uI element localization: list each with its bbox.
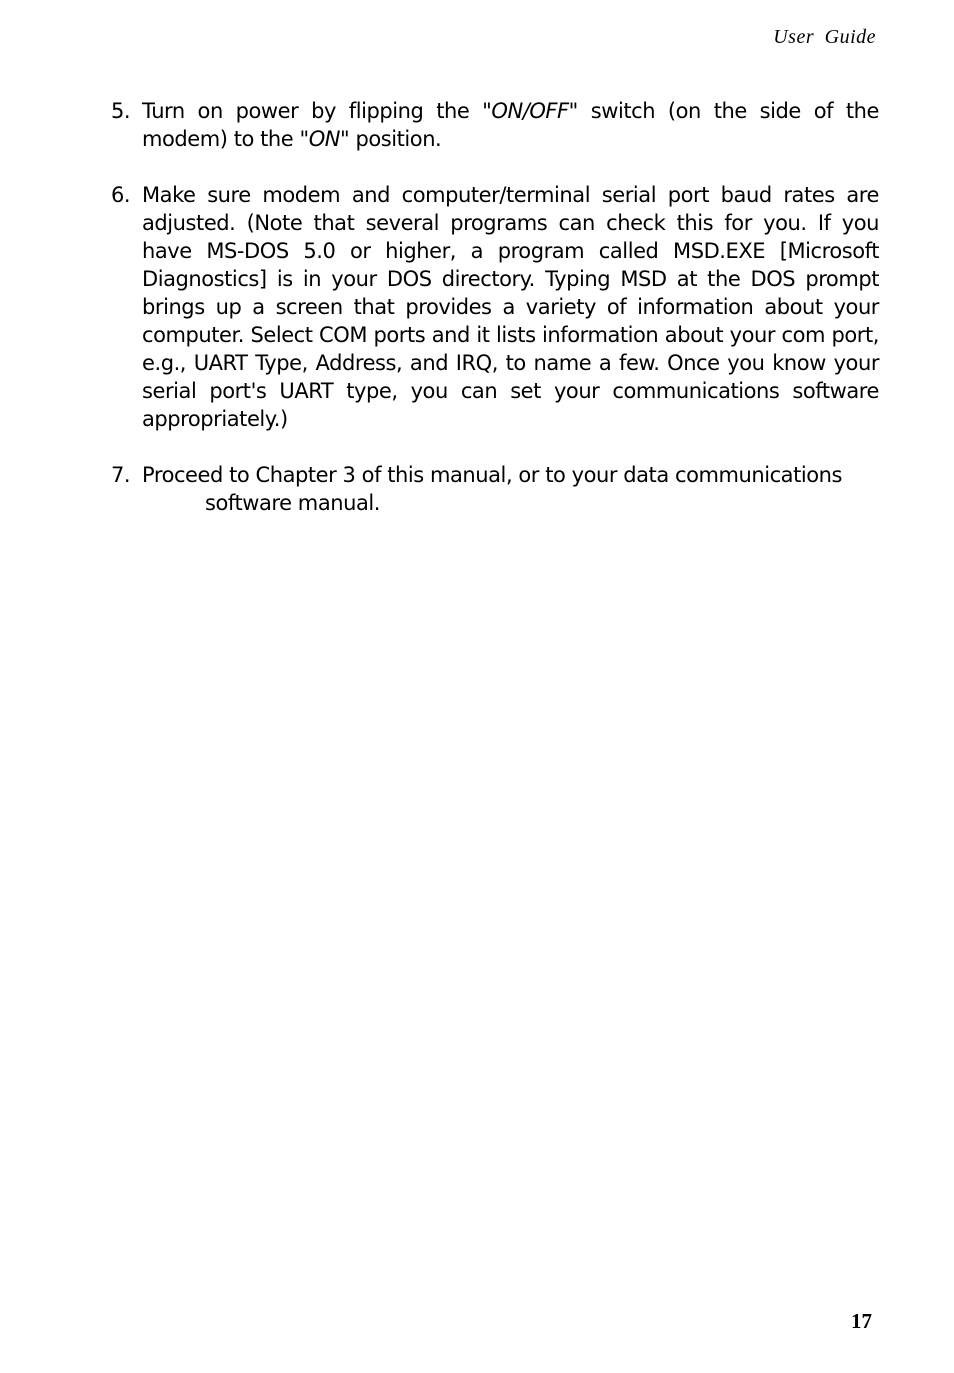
step-number: 6. — [111, 183, 131, 207]
step-text-segment: switch (on the side of the modem) to the — [142, 99, 879, 151]
running-header: User Guide — [773, 26, 876, 48]
step-text-segment: Turn on power by flipping the — [142, 99, 483, 123]
step-5 — [111, 97, 879, 153]
step-text — [142, 99, 879, 151]
step-number: 5. — [111, 99, 131, 123]
step-6 — [111, 181, 879, 433]
instruction-steps — [111, 97, 879, 545]
switch-label-on-off: "ON/OFF" — [482, 99, 578, 123]
switch-position-on: "ON" — [299, 127, 350, 151]
step-text: Make sure modem and computer/terminal serial port baud rates are adjusted. (Note that several programs can check this for you. If you have MS-DOS 5.0 or higher, a program called MSD.EXE [Microsoft Diagnostics] is in your DOS directory. Typing MSD at the DOS prompt brings up a screen that provides a variety of information about your computer. Select COM ports and it lists information about your com port, e.g., UART Type, Address, and IRQ, to name a few. Once you know your serial port's UART type, you can set your communications software appropriately.) — [142, 183, 879, 431]
step-number: 7. — [111, 463, 131, 487]
step-7 — [111, 461, 879, 517]
page-number: 17 — [851, 1309, 872, 1333]
step-text-segment: Proceed to Chapter 3 of this manual, or to your data communications — [142, 463, 843, 487]
step-text-segment: position. — [349, 127, 442, 151]
step-text-continuation: software manual. — [205, 491, 380, 515]
step-text — [142, 463, 879, 517]
